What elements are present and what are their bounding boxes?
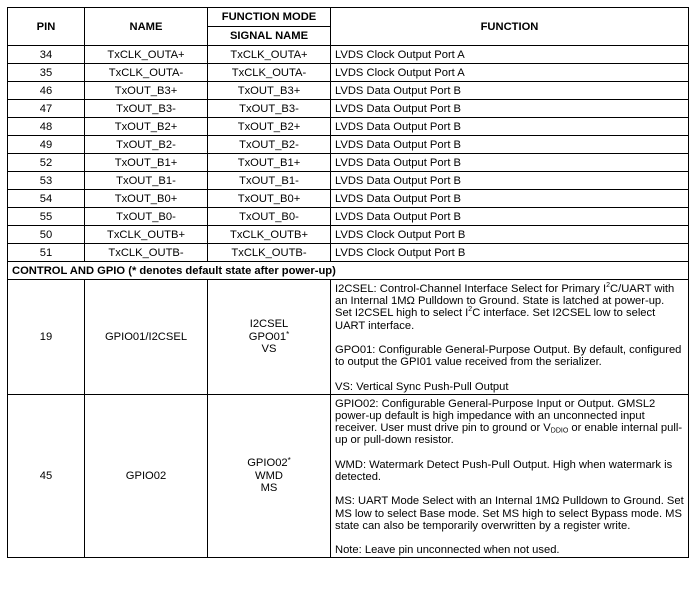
description-paragraph: I2CSEL: Control-Channel Interface Select for Primary $I^2C$/UART with an Internal 1MΩ Pulldown to Ground. State is latched at power-up. Set I2CSEL high to select $I^2C$ interface. Set I2CSEL low to select UART interface. <box>335 282 675 332</box>
table-row <box>8 118 689 136</box>
signal-cell: TxOUT_B2+ <box>208 118 331 136</box>
pin-cell: 45 <box>8 394 85 558</box>
header-signal-name: SIGNAL NAME <box>208 27 331 46</box>
function-cell: LVDS Clock Output Port A <box>331 64 689 82</box>
description-paragraph: VS: Vertical Sync Push-Pull Output <box>335 380 509 393</box>
function-cell: LVDS Data Output Port B <box>331 136 689 154</box>
description-paragraph: GPO01: Configurable General-Purpose Output. By default, configured to output the GPI01 value received from the serializer. <box>335 344 682 369</box>
header-function-mode: FUNCTION MODE <box>208 8 331 27</box>
signal-name: I2CSEL <box>249 318 289 331</box>
signal-cell: TxOUT_B1- <box>208 172 331 190</box>
signal-cell: TxOUT_B0- <box>208 208 331 226</box>
description-paragraph: GPIO02: Configurable General-Purpose Input or Output. GMSL2 power-up default is high impedance with an unconnected input receiver. User must drive pin to ground or $V_{DDIO}$ or enable internal pull-up or pull-down resistor. <box>335 397 683 447</box>
function-cell: LVDS Data Output Port B <box>331 100 689 118</box>
name-cell: GPIO02 <box>85 394 208 558</box>
signal-cell: TxOUT_B3- <box>208 100 331 118</box>
table-row <box>8 82 689 100</box>
header-pin: PIN <box>8 8 85 46</box>
pin-cell: 48 <box>8 118 85 136</box>
signal-cell: TxCLK_OUTB+ <box>208 226 331 244</box>
section-title: CONTROL AND GPIO (* denotes default state after power-up) <box>8 262 689 280</box>
pin-cell: 51 <box>8 244 85 262</box>
pin-cell: 47 <box>8 100 85 118</box>
name-cell: TxCLK_OUTA- <box>85 64 208 82</box>
signal-name: WMD <box>255 469 283 482</box>
table-row <box>8 154 689 172</box>
name-cell: TxOUT_B1- <box>85 172 208 190</box>
table-row <box>8 208 689 226</box>
table-row <box>8 172 689 190</box>
pin-rows <box>8 46 689 558</box>
default-marker: * <box>287 456 291 466</box>
table-row <box>8 226 689 244</box>
signal-name-default: GPO01* <box>248 329 290 343</box>
function-cell: LVDS Clock Output Port A <box>331 46 689 64</box>
pin-cell: 49 <box>8 136 85 154</box>
description-paragraph: MS: UART Mode Select with an Internal 1MΩ Pulldown to Ground. Set MS low to select Base mode. Set MS high to select Bypass mode. MS state can also be temporarily overwritten by a register write. <box>335 495 684 532</box>
header-name: NAME <box>85 8 208 46</box>
table-row <box>8 46 689 64</box>
signal-cell: TxOUT_B2- <box>208 136 331 154</box>
name-cell: TxOUT_B0+ <box>85 190 208 208</box>
signal-cell: TxOUT_B0+ <box>208 190 331 208</box>
name-cell: TxCLK_OUTA+ <box>85 46 208 64</box>
table-row <box>8 136 689 154</box>
function-cell: LVDS Data Output Port B <box>331 118 689 136</box>
function-cell: LVDS Clock Output Port B <box>331 244 689 262</box>
pin-function-table <box>7 7 689 558</box>
section-header-row <box>8 262 689 280</box>
header-function: FUNCTION <box>331 8 689 46</box>
description-paragraph: Note: Leave pin unconnected when not used. <box>335 544 560 557</box>
table-row <box>8 244 689 262</box>
function-cell: LVDS Data Output Port B <box>331 208 689 226</box>
signal-cell: TxOUT_B3+ <box>208 82 331 100</box>
pin-cell: 19 <box>8 280 85 395</box>
default-marker: * <box>286 329 290 339</box>
function-cell: LVDS Data Output Port B <box>331 82 689 100</box>
signal-name-default: GPIO02* <box>247 456 291 470</box>
function-cell: LVDS Data Output Port B <box>331 154 689 172</box>
table-row <box>8 100 689 118</box>
name-cell: TxOUT_B2+ <box>85 118 208 136</box>
name-cell: TxOUT_B1+ <box>85 154 208 172</box>
signal-name: MS <box>260 482 278 495</box>
name-cell: TxCLK_OUTB- <box>85 244 208 262</box>
function-cell: LVDS Data Output Port B <box>331 190 689 208</box>
table-row <box>8 64 689 82</box>
description-paragraph: WMD: Watermark Detect Push-Pull Output. High when watermark is detected. <box>335 458 673 483</box>
pin-cell: 35 <box>8 64 85 82</box>
pin-cell: 52 <box>8 154 85 172</box>
signal-cell: TxCLK_OUTB- <box>208 244 331 262</box>
name-cell: GPIO01/I2CSEL <box>85 280 208 395</box>
name-cell: TxOUT_B2- <box>85 136 208 154</box>
pin-cell: 34 <box>8 46 85 64</box>
signal-cell: TxCLK_OUTA+ <box>208 46 331 64</box>
name-cell: TxOUT_B0- <box>85 208 208 226</box>
pin-cell: 46 <box>8 82 85 100</box>
signal-cell: TxOUT_B1+ <box>208 154 331 172</box>
table-row-gpio01 <box>8 280 689 395</box>
pin-cell: 55 <box>8 208 85 226</box>
signal-cell <box>208 394 331 558</box>
name-cell: TxCLK_OUTB+ <box>85 226 208 244</box>
table-row <box>8 190 689 208</box>
signal-cell <box>208 280 331 395</box>
signal-name: VS <box>261 343 277 356</box>
function-description <box>331 280 689 395</box>
function-cell: LVDS Data Output Port B <box>331 172 689 190</box>
name-cell: TxOUT_B3+ <box>85 82 208 100</box>
table-row-gpio02 <box>8 394 689 558</box>
pin-cell: 50 <box>8 226 85 244</box>
signal-cell: TxCLK_OUTA- <box>208 64 331 82</box>
pin-cell: 53 <box>8 172 85 190</box>
function-cell: LVDS Clock Output Port B <box>331 226 689 244</box>
function-description <box>331 394 689 558</box>
name-cell: TxOUT_B3- <box>85 100 208 118</box>
pin-cell: 54 <box>8 190 85 208</box>
